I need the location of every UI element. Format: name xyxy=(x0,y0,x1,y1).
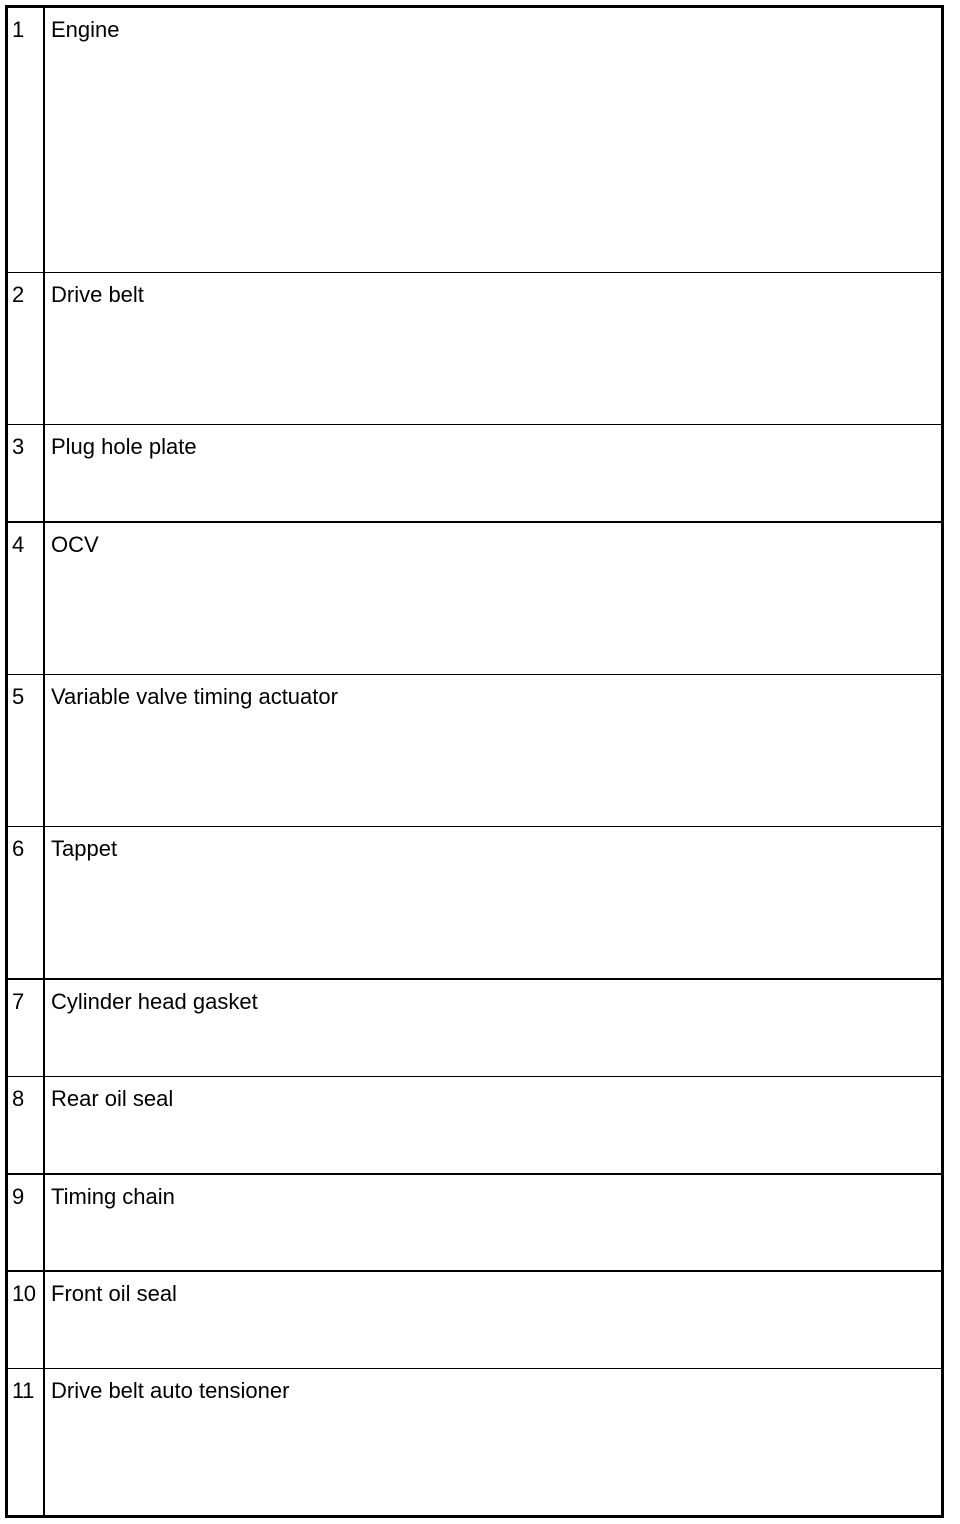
part-name: Rear oil seal xyxy=(51,1086,174,1111)
part-name: Tappet xyxy=(51,836,118,861)
table-row xyxy=(8,8,941,273)
table-row xyxy=(8,675,941,827)
part-number: 2 xyxy=(8,273,45,424)
table-row xyxy=(8,980,941,1077)
part-name: Plug hole plate xyxy=(51,434,197,459)
part-name: Timing chain xyxy=(51,1184,175,1209)
part-name: Drive belt xyxy=(51,282,144,307)
part-number: 1 xyxy=(8,8,45,272)
table-row xyxy=(8,273,941,425)
part-name: OCV xyxy=(51,532,99,557)
part-number: 8 xyxy=(8,1077,45,1173)
part-name: Variable valve timing actuator xyxy=(51,684,338,709)
part-number: 4 xyxy=(8,523,45,674)
table-row xyxy=(8,1077,941,1175)
table-row xyxy=(8,1175,941,1272)
part-number: 6 xyxy=(8,827,45,978)
part-number: 11 xyxy=(8,1369,45,1515)
part-number: 3 xyxy=(8,425,45,521)
part-number: 10 xyxy=(8,1272,45,1368)
part-name: Cylinder head gasket xyxy=(51,989,258,1014)
part-number: 5 xyxy=(8,675,45,826)
table-row xyxy=(8,1369,941,1515)
part-number: 9 xyxy=(8,1175,45,1270)
part-name: Drive belt auto tensioner xyxy=(51,1378,290,1403)
part-name: Front oil seal xyxy=(51,1281,177,1306)
part-name: Engine xyxy=(51,17,120,42)
parts-table xyxy=(5,5,944,1518)
part-number: 7 xyxy=(8,980,45,1076)
table-row xyxy=(8,425,941,523)
table-row xyxy=(8,1272,941,1369)
table-row xyxy=(8,523,941,675)
table-row xyxy=(8,827,941,980)
